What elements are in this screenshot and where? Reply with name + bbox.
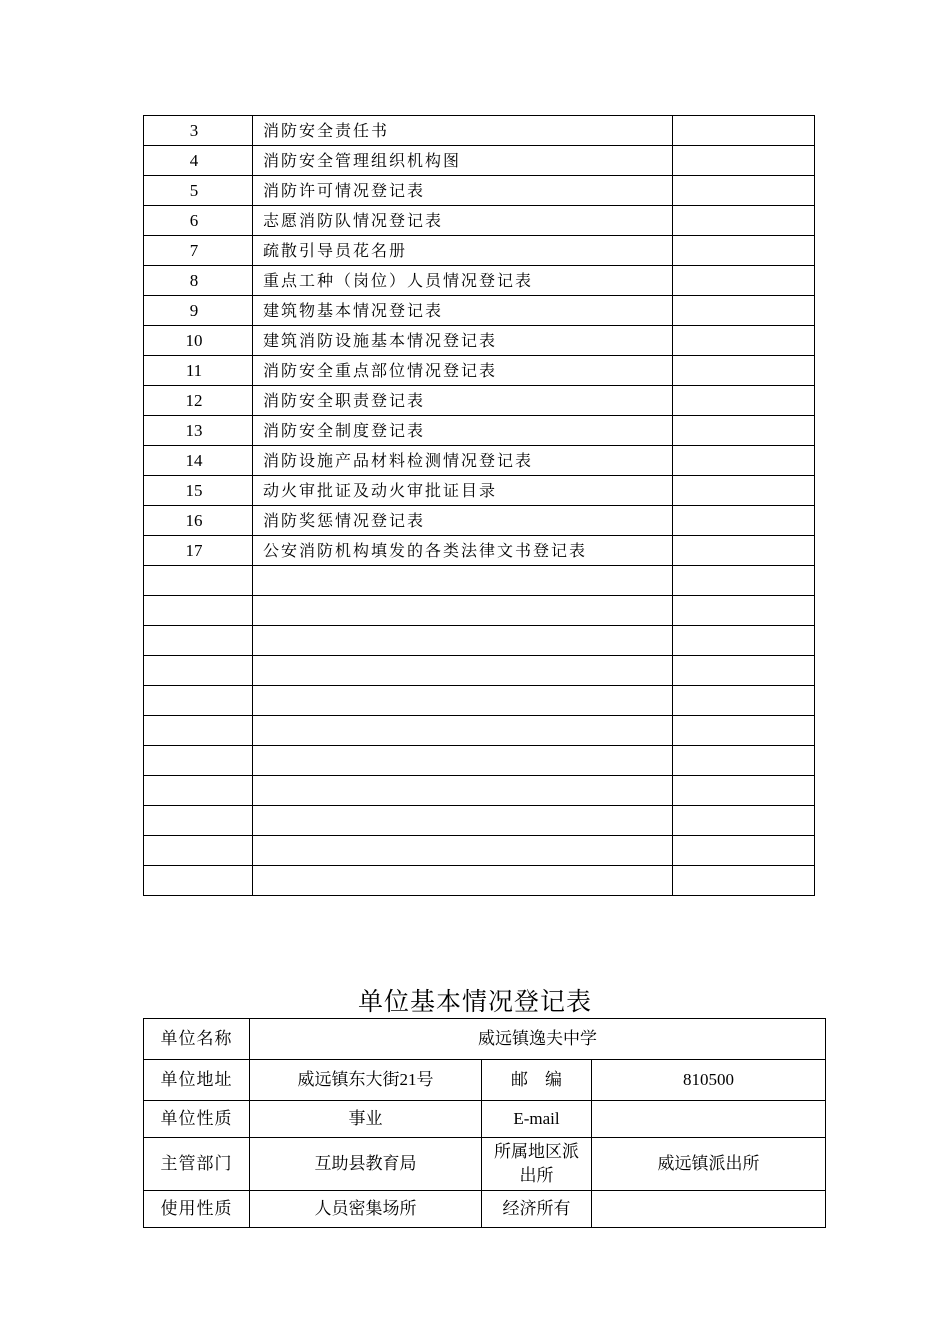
row-document-name	[253, 866, 673, 896]
row-number: 5	[144, 176, 253, 206]
table-row	[144, 326, 815, 356]
row-number	[144, 716, 253, 746]
row-usage	[144, 1191, 826, 1228]
row-remark	[673, 446, 815, 476]
table-row	[144, 356, 815, 386]
table-row	[144, 116, 815, 146]
table-row	[144, 656, 815, 686]
table-row	[144, 176, 815, 206]
table-row	[144, 206, 815, 236]
row-unit-nature	[144, 1101, 826, 1138]
label-email: E-mail	[482, 1101, 592, 1138]
row-number: 13	[144, 416, 253, 446]
label-postcode: 邮 编	[482, 1060, 592, 1101]
row-number	[144, 866, 253, 896]
row-remark	[673, 146, 815, 176]
value-supervisor: 互助县教育局	[250, 1138, 482, 1191]
row-document-name	[253, 596, 673, 626]
row-unit-name	[144, 1019, 826, 1060]
row-remark	[673, 716, 815, 746]
row-remark	[673, 476, 815, 506]
row-document-name	[253, 776, 673, 806]
row-number: 8	[144, 266, 253, 296]
table-row	[144, 596, 815, 626]
row-document-name	[253, 566, 673, 596]
row-remark	[673, 626, 815, 656]
table-row	[144, 416, 815, 446]
row-remark	[673, 776, 815, 806]
row-number	[144, 776, 253, 806]
row-document-name: 消防许可情况登记表	[253, 176, 673, 206]
row-remark	[673, 686, 815, 716]
row-number	[144, 686, 253, 716]
label-ownership: 经济所有	[482, 1191, 592, 1228]
row-document-name	[253, 806, 673, 836]
label-usage: 使用性质	[144, 1191, 250, 1228]
table-row	[144, 146, 815, 176]
row-number	[144, 746, 253, 776]
table-row	[144, 236, 815, 266]
row-number: 15	[144, 476, 253, 506]
row-remark	[673, 116, 815, 146]
value-email	[592, 1101, 826, 1138]
document-list-table	[143, 115, 815, 896]
row-remark	[673, 566, 815, 596]
label-unit-address: 单位地址	[144, 1060, 250, 1101]
label-police-station	[482, 1138, 592, 1191]
row-unit-address	[144, 1060, 826, 1101]
row-document-name	[253, 656, 673, 686]
row-remark	[673, 836, 815, 866]
row-number: 10	[144, 326, 253, 356]
table-row	[144, 536, 815, 566]
row-remark	[673, 356, 815, 386]
row-document-name	[253, 626, 673, 656]
table-row	[144, 626, 815, 656]
row-number: 12	[144, 386, 253, 416]
row-remark	[673, 656, 815, 686]
row-remark	[673, 176, 815, 206]
row-remark	[673, 386, 815, 416]
value-usage: 人员密集场所	[250, 1191, 482, 1228]
row-document-name: 消防奖惩情况登记表	[253, 506, 673, 536]
row-number: 9	[144, 296, 253, 326]
row-number	[144, 626, 253, 656]
table-row	[144, 806, 815, 836]
row-number: 14	[144, 446, 253, 476]
table-row	[144, 716, 815, 746]
row-document-name	[253, 836, 673, 866]
row-remark	[673, 296, 815, 326]
table-row	[144, 866, 815, 896]
row-remark	[673, 536, 815, 566]
row-number: 7	[144, 236, 253, 266]
label-unit-name: 单位名称	[144, 1019, 250, 1060]
row-remark	[673, 866, 815, 896]
row-number: 17	[144, 536, 253, 566]
row-document-name: 消防安全制度登记表	[253, 416, 673, 446]
row-document-name: 消防设施产品材料检测情况登记表	[253, 446, 673, 476]
row-supervisor	[144, 1138, 826, 1191]
row-document-name	[253, 716, 673, 746]
row-number: 11	[144, 356, 253, 386]
row-remark	[673, 236, 815, 266]
row-remark	[673, 266, 815, 296]
table-row	[144, 836, 815, 866]
table-row	[144, 446, 815, 476]
row-remark	[673, 326, 815, 356]
label-supervisor: 主管部门	[144, 1138, 250, 1191]
unit-info-table	[143, 1018, 826, 1228]
row-remark	[673, 596, 815, 626]
value-postcode: 810500	[592, 1060, 826, 1101]
row-remark	[673, 206, 815, 236]
value-unit-nature: 事业	[250, 1101, 482, 1138]
row-number	[144, 836, 253, 866]
row-number	[144, 566, 253, 596]
row-document-name: 志愿消防队情况登记表	[253, 206, 673, 236]
row-remark	[673, 416, 815, 446]
row-document-name: 建筑消防设施基本情况登记表	[253, 326, 673, 356]
row-remark	[673, 806, 815, 836]
row-document-name: 消防安全职责登记表	[253, 386, 673, 416]
row-number	[144, 596, 253, 626]
row-document-name: 疏散引导员花名册	[253, 236, 673, 266]
row-number: 6	[144, 206, 253, 236]
table-row	[144, 506, 815, 536]
row-document-name: 公安消防机构填发的各类法律文书登记表	[253, 536, 673, 566]
row-number: 4	[144, 146, 253, 176]
table-row	[144, 266, 815, 296]
row-document-name: 消防安全重点部位情况登记表	[253, 356, 673, 386]
value-unit-name: 威远镇逸夫中学	[250, 1019, 826, 1060]
row-number: 3	[144, 116, 253, 146]
row-number	[144, 806, 253, 836]
row-document-name: 消防安全管理组织机构图	[253, 146, 673, 176]
label-police-station-text: 所属地区派出所	[494, 1142, 579, 1185]
table-row	[144, 386, 815, 416]
row-document-name	[253, 686, 673, 716]
row-document-name: 重点工种（岗位）人员情况登记表	[253, 266, 673, 296]
row-remark	[673, 746, 815, 776]
value-unit-address: 威远镇东大街21号	[250, 1060, 482, 1101]
row-document-name: 消防安全责任书	[253, 116, 673, 146]
label-unit-nature: 单位性质	[144, 1101, 250, 1138]
table-row	[144, 776, 815, 806]
value-police-station: 威远镇派出所	[592, 1138, 826, 1191]
table-row	[144, 746, 815, 776]
row-document-name: 动火审批证及动火审批证目录	[253, 476, 673, 506]
table-row	[144, 686, 815, 716]
row-number: 16	[144, 506, 253, 536]
table-row	[144, 566, 815, 596]
row-number	[144, 656, 253, 686]
row-document-name	[253, 746, 673, 776]
form-title: 单位基本情况登记表	[357, 987, 592, 1016]
row-remark	[673, 506, 815, 536]
value-ownership	[592, 1191, 826, 1228]
table-row	[144, 476, 815, 506]
document-list-body	[144, 116, 815, 896]
table-row	[144, 296, 815, 326]
row-document-name: 建筑物基本情况登记表	[253, 296, 673, 326]
